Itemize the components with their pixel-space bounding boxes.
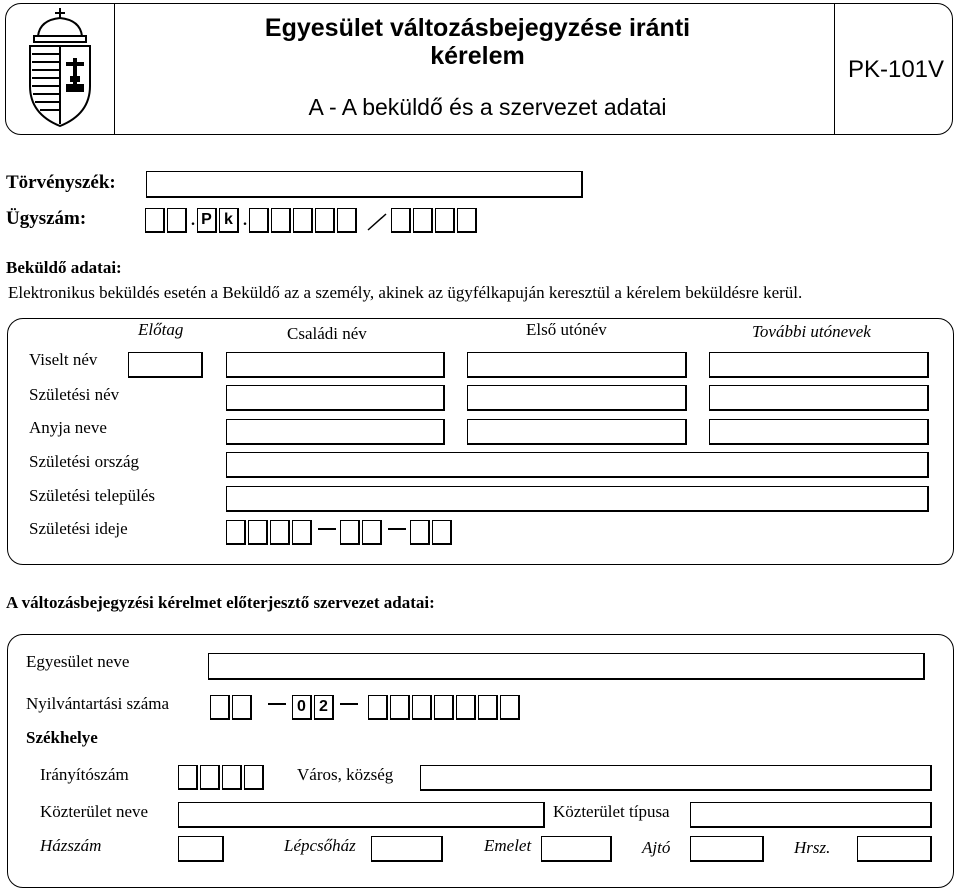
reg-digit-2: 2 <box>314 695 334 720</box>
coat-of-arms-icon <box>20 6 100 130</box>
zip-field[interactable] <box>178 765 266 790</box>
stair-input[interactable] <box>371 836 443 862</box>
col-first-name: Első utónév <box>526 320 607 339</box>
reg-cell[interactable] <box>232 695 252 720</box>
current-family-input[interactable] <box>226 352 445 378</box>
case-cell[interactable] <box>337 208 357 233</box>
reg-cell[interactable] <box>412 695 432 720</box>
reg-cell[interactable] <box>478 695 498 720</box>
reg-cell[interactable] <box>500 695 520 720</box>
seat-label: Székhelye <box>26 728 98 747</box>
header-divider <box>114 3 115 135</box>
date-dash <box>318 528 336 530</box>
street-label: Közterület neve <box>40 802 149 821</box>
city-label: Város, község <box>297 765 394 784</box>
mother-family-input[interactable] <box>226 419 445 445</box>
birth-place-input[interactable] <box>226 486 929 512</box>
current-other-input[interactable] <box>709 352 929 378</box>
zip-cell[interactable] <box>222 765 242 790</box>
house-number-input[interactable] <box>178 836 224 862</box>
form-subtitle: A - A beküldő és a szervezet adatai <box>308 94 667 120</box>
current-first-input[interactable] <box>467 352 687 378</box>
org-name-input[interactable] <box>208 653 925 680</box>
row-birth-country: Születési ország <box>29 452 139 471</box>
reg-number-field[interactable] <box>210 695 522 720</box>
date-cell[interactable] <box>432 520 452 545</box>
zip-label: Irányítószám <box>40 765 129 784</box>
case-number-field[interactable] <box>145 208 359 234</box>
reg-cell[interactable] <box>368 695 388 720</box>
case-letter-k: k <box>219 208 239 233</box>
col-prefix: Előtag <box>138 320 184 339</box>
row-birth-name: Születési név <box>29 385 120 404</box>
org-heading: A változásbejegyzési kérelmet előterjesztő szervezet adatai: <box>6 593 435 612</box>
date-cell[interactable] <box>340 520 360 545</box>
court-label: Törvényszék: <box>6 172 116 193</box>
birth-country-input[interactable] <box>226 452 929 478</box>
row-birth-place: Születési település <box>29 486 156 505</box>
door-input[interactable] <box>690 836 764 862</box>
date-cell[interactable] <box>362 520 382 545</box>
current-prefix-input[interactable] <box>128 352 203 378</box>
case-cell[interactable] <box>145 208 165 233</box>
house-number-label: Házszám <box>40 836 102 855</box>
case-cell[interactable] <box>457 208 477 233</box>
reg-cell[interactable] <box>210 695 230 720</box>
city-input[interactable] <box>420 765 932 791</box>
reg-dash <box>268 703 286 705</box>
case-cell[interactable] <box>413 208 433 233</box>
case-cell[interactable] <box>293 208 313 233</box>
date-cell[interactable] <box>226 520 246 545</box>
reg-number-label: Nyilvántartási száma <box>26 694 170 713</box>
birth-date-field[interactable] <box>226 520 454 545</box>
court-input[interactable] <box>146 171 583 198</box>
case-cell[interactable] <box>315 208 335 233</box>
date-cell[interactable] <box>270 520 290 545</box>
row-birth-date: Születési ideje <box>29 519 128 538</box>
org-name-label: Egyesület neve <box>26 652 130 671</box>
row-mother-name: Anyja neve <box>29 418 107 437</box>
birth-family-input[interactable] <box>226 385 445 411</box>
case-dot: . <box>191 212 195 229</box>
reg-cell[interactable] <box>456 695 476 720</box>
street-type-label: Közterület típusa <box>553 802 670 821</box>
date-cell[interactable] <box>410 520 430 545</box>
case-dot: . <box>243 212 247 229</box>
header-divider <box>834 3 835 135</box>
floor-label: Emelet <box>484 836 532 855</box>
case-cell[interactable] <box>435 208 455 233</box>
case-letter-p: P <box>197 208 217 233</box>
lot-number-label: Hrsz. <box>794 838 831 857</box>
reg-dash <box>340 703 358 705</box>
case-cell[interactable] <box>271 208 291 233</box>
stair-label: Lépcsőház <box>284 836 356 855</box>
col-family-name: Családi név <box>287 324 367 343</box>
street-input[interactable] <box>178 802 545 828</box>
form-code: PK-101V <box>847 56 945 83</box>
form-title: Egyesület változásbejegyzése iránti kérelem <box>264 14 691 70</box>
lot-number-input[interactable] <box>857 836 932 862</box>
birth-first-input[interactable] <box>467 385 687 411</box>
col-other-names: További utónevek <box>752 322 871 341</box>
floor-input[interactable] <box>541 836 612 862</box>
sender-heading: Beküldő adatai: <box>6 258 122 277</box>
case-cell[interactable] <box>167 208 187 233</box>
case-cell[interactable] <box>391 208 411 233</box>
zip-cell[interactable] <box>178 765 198 790</box>
mother-first-input[interactable] <box>467 419 687 445</box>
birth-other-input[interactable] <box>709 385 929 411</box>
date-cell[interactable] <box>248 520 268 545</box>
door-label: Ajtó <box>642 838 671 857</box>
reg-digit-0: 0 <box>292 695 312 720</box>
zip-cell[interactable] <box>244 765 264 790</box>
zip-cell[interactable] <box>200 765 220 790</box>
reg-cell[interactable] <box>434 695 454 720</box>
date-cell[interactable] <box>292 520 312 545</box>
case-slash <box>366 210 388 232</box>
reg-cell[interactable] <box>390 695 410 720</box>
case-cell[interactable] <box>249 208 269 233</box>
row-current-name: Viselt név <box>29 350 98 369</box>
case-number-label: Ügyszám: <box>6 208 87 229</box>
case-year-field[interactable] <box>391 208 479 233</box>
street-type-input[interactable] <box>690 802 932 828</box>
sender-note: Elektronikus beküldés esetén a Beküldő az a személy, akinek az ügyfélkapuján keresztül a kérelem beküldésre kerül. <box>8 283 803 302</box>
mother-other-input[interactable] <box>709 419 929 445</box>
date-dash <box>388 528 406 530</box>
